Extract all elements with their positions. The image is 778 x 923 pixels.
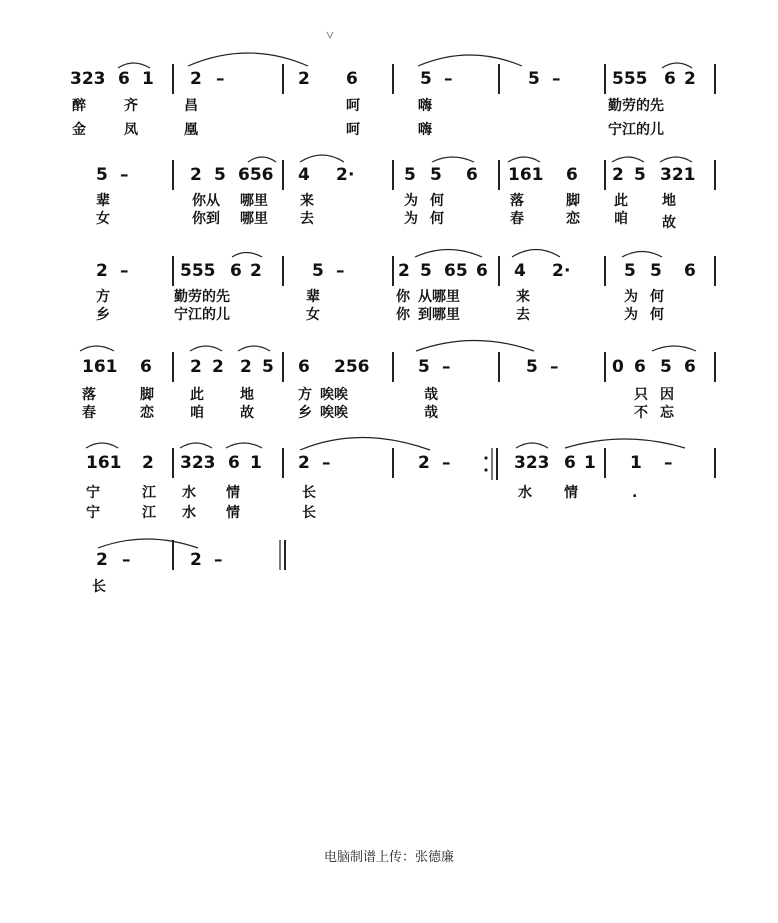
note: 2 (684, 69, 696, 89)
note: 6 (684, 261, 696, 281)
lyric: 忘 (660, 405, 674, 421)
lyric: 此 (614, 193, 628, 209)
lyric: 来 (300, 193, 314, 209)
note: 2 (212, 357, 224, 377)
note: 2 (298, 453, 310, 473)
note: 2 (96, 261, 108, 281)
note: 5 (420, 261, 432, 281)
lyric: 因 (660, 387, 674, 403)
lyric: 唉唉 (320, 387, 348, 403)
note: 4 (514, 261, 526, 281)
lyric: 何 (650, 289, 664, 305)
lyric: 唉唉 (320, 405, 348, 421)
note: 1 (250, 453, 262, 473)
note: 5 (214, 165, 226, 185)
lyric: 哉 (424, 387, 438, 403)
lyric: 地 (240, 387, 254, 403)
note: 6 (566, 165, 578, 185)
lyric: 何 (430, 193, 444, 209)
note: 6 (346, 69, 358, 89)
lyric: 方 (96, 289, 110, 305)
lyric: 为 (624, 289, 638, 305)
note-extension: – (216, 69, 225, 89)
lyric: 为 (404, 211, 418, 227)
note: 5 (624, 261, 636, 281)
lyric: 情 (564, 485, 578, 501)
note: 2 (190, 69, 202, 89)
lyric: 哪里 (240, 193, 268, 209)
lyric: 咱 (614, 211, 628, 227)
lyric: 呵 (346, 122, 360, 138)
lyric: 长 (92, 579, 106, 595)
note-group: 323 (514, 453, 550, 473)
lyric: 嗨 (418, 98, 432, 114)
lyric: 从哪里 (418, 289, 460, 305)
note-group: 321 (660, 165, 696, 185)
note: 2 (240, 357, 252, 377)
lyric: 此 (190, 387, 204, 403)
note: 2 (398, 261, 410, 281)
lyric: 水 (182, 505, 196, 521)
lyric: 只 (634, 387, 648, 403)
note: 5 (634, 165, 646, 185)
lyric: 落 (82, 387, 96, 403)
lyric: 恋 (140, 405, 154, 421)
lyric: 到哪里 (418, 307, 460, 323)
note: 6 (664, 69, 676, 89)
note-group: 323 (70, 69, 106, 89)
note-extension: – (442, 453, 451, 473)
note: 2 (418, 453, 430, 473)
lyric: 春 (82, 405, 96, 421)
lyric: 醉 (72, 98, 86, 114)
lyric: 脚 (566, 193, 580, 209)
note-group: 323 (180, 453, 216, 473)
note: 6 (634, 357, 646, 377)
note: 5 (430, 165, 442, 185)
note-extension: – (322, 453, 331, 473)
lyric: 昌 (184, 98, 198, 114)
lyric: 水 (182, 485, 196, 501)
note-extension: – (552, 69, 561, 89)
note: 5 (528, 69, 540, 89)
lyric: 宁江的儿 (608, 122, 664, 138)
lyric: 勤劳的先 (174, 289, 230, 305)
lyric: 故 (240, 405, 254, 421)
lyric: 呵 (346, 98, 360, 114)
note-extension: – (442, 357, 451, 377)
note: 1 (142, 69, 154, 89)
lyric: 落 (510, 193, 524, 209)
lyric: 你从 (192, 193, 220, 209)
note-extension: – (550, 357, 559, 377)
lyric: 地 (662, 193, 676, 209)
lyric: 你到 (192, 211, 220, 227)
lyric: 脚 (140, 387, 154, 403)
note: 6 (230, 261, 242, 281)
footer-credit: 电脑制谱上传：张德廉 (323, 850, 454, 865)
lyric: 江 (142, 505, 156, 521)
note: 2 (142, 453, 154, 473)
lyric: 你 (396, 307, 410, 323)
note-extension: – (336, 261, 345, 281)
note: 6 (466, 165, 478, 185)
note: 1 (630, 453, 642, 473)
lyric: 不 (634, 405, 648, 421)
lyric: 乡 (96, 307, 110, 323)
note-extension: – (120, 261, 129, 281)
lyric: 齐 (124, 98, 138, 114)
lyric: 哉 (424, 405, 438, 421)
note-dot: · (348, 165, 355, 185)
note: 4 (298, 165, 310, 185)
lyric: 情 (226, 485, 240, 501)
note: 2 (190, 357, 202, 377)
note-group: 555 (180, 261, 216, 281)
lyric: 长 (302, 485, 316, 501)
note: 2 (96, 550, 108, 570)
lyric: 女 (306, 307, 320, 323)
lyric: . (632, 485, 638, 501)
lyric: 来 (516, 289, 530, 305)
note: 6 (118, 69, 130, 89)
note: 5 (526, 357, 538, 377)
lyric: 春 (510, 211, 524, 227)
lyric: 长 (302, 505, 316, 521)
note-group: 656 (238, 165, 274, 185)
note-dot: · (564, 261, 571, 281)
lyric: 情 (226, 505, 240, 521)
lyric: 何 (430, 211, 444, 227)
note: 2 (190, 550, 202, 570)
note: 2 (336, 165, 348, 185)
lyric: 宁 (86, 485, 100, 501)
note: 2 (552, 261, 564, 281)
lyric: 宁 (86, 505, 100, 521)
note-extension: – (120, 165, 129, 185)
note: 5 (404, 165, 416, 185)
note: 6 (140, 357, 152, 377)
note-group: 555 (612, 69, 648, 89)
lyric: 为 (404, 193, 418, 209)
lyric: 江 (142, 485, 156, 501)
note: 6 (476, 261, 488, 281)
note: 2 (612, 165, 624, 185)
lyric: 宁江的儿 (174, 307, 230, 323)
note: 5 (660, 357, 672, 377)
lyric: 辈 (96, 193, 110, 209)
lyric: 方 (298, 387, 312, 403)
lyric: 去 (516, 307, 530, 323)
lyric: 哪里 (240, 211, 268, 227)
note: 2 (190, 165, 202, 185)
lyric: 辈 (306, 289, 320, 305)
note: 5 (96, 165, 108, 185)
lyric: 恋 (566, 211, 580, 227)
note-extension: – (664, 453, 673, 473)
note: 6 (564, 453, 576, 473)
lyric: 勤劳的先 (608, 98, 664, 114)
lyric: 水 (518, 485, 532, 501)
lyric: 你 (396, 289, 410, 305)
lyric: 去 (300, 211, 314, 227)
note: 5 (312, 261, 324, 281)
lyric: 为 (624, 307, 638, 323)
lyric: 金 (72, 122, 86, 138)
note: 5 (650, 261, 662, 281)
lyric: 凤 (124, 122, 138, 138)
note: 5 (418, 357, 430, 377)
note: 6 (228, 453, 240, 473)
note-group: 161 (508, 165, 544, 185)
note: 2 (250, 261, 262, 281)
note-extension: – (214, 550, 223, 570)
note-extension: – (122, 550, 131, 570)
note: 5 (262, 357, 274, 377)
lyric: 乡 (298, 405, 312, 421)
note-extension: – (444, 69, 453, 89)
note: 6 (298, 357, 310, 377)
note-group: 256 (334, 357, 370, 377)
lyric: 何 (650, 307, 664, 323)
note: 5 (420, 69, 432, 89)
note: 2 (298, 69, 310, 89)
note: 1 (584, 453, 596, 473)
lyric: 故 (662, 215, 676, 231)
note-group: 65 (444, 261, 468, 281)
lyric: 凰 (184, 122, 198, 138)
lyric: 女 (96, 211, 110, 227)
lyric: 咱 (190, 405, 204, 421)
note-group: 161 (82, 357, 118, 377)
note: 0 (612, 357, 624, 377)
note-group: 161 (86, 453, 122, 473)
note: 6 (684, 357, 696, 377)
lyric: 嗨 (418, 122, 432, 138)
